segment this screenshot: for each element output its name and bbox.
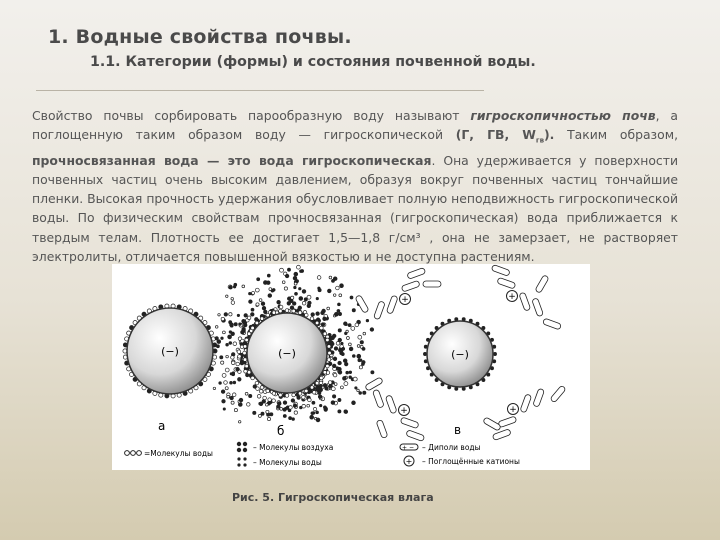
body-paragraph [32, 106, 678, 266]
heading: 1. Водные свойства почвы. [48, 26, 352, 48]
term-hygroscopicity: гигроскопичностью почв [470, 108, 656, 123]
label-a: а [158, 419, 166, 433]
symbols-end: ). [544, 127, 555, 143]
legend-middle [237, 442, 334, 467]
label-v: в [454, 423, 462, 437]
svg-text:+: + [401, 295, 409, 305]
svg-text:+: + [508, 292, 516, 302]
text-part: . Она удерживается у поверхности почвенных частиц очень высоким давлением, образуя вокруг почвенных частиц тончайшие пленки. Высокая прочность удержания обусловливает полную неподвижность гигроскопической воды. По физическим свойствам прочносвязанная (гигроскопическая) вода приближается к твердым телам. Плотность ее достигает 1,5—1,8 г/см³ , она не замерзает, не растворяет электролиты, отличается повышенной вязкостью и не доступна растениям. [32, 152, 678, 264]
charge-v: (−) [451, 348, 469, 361]
figure-drawing [112, 264, 590, 470]
legend-water-left [125, 449, 213, 458]
symbols [455, 127, 555, 145]
svg-text:+: + [509, 405, 517, 415]
divider [36, 90, 484, 91]
legend-water-left-text: =Молекулы воды [144, 449, 213, 458]
legend-cations-text: – Поглощённые катионы [422, 457, 520, 466]
charge-a: (−) [161, 345, 179, 358]
svg-text:+ −: + − [402, 444, 414, 452]
svg-text:+: + [405, 457, 413, 466]
text-part: Таким образом, [554, 127, 679, 143]
legend-water-text: – Молекулы воды [253, 458, 322, 467]
text-part: , а поглощенную таким образом воду — гигроскопической [32, 108, 678, 143]
subheading: 1.1. Категории (формы) и состояния почвенной воды. [90, 54, 536, 70]
symbols-subscript: гв [535, 136, 545, 145]
svg-text:+: + [400, 406, 408, 416]
figure-caption: Рис. 5. Гигроскопическая влага [232, 491, 434, 504]
charge-b: (−) [278, 347, 296, 360]
legend-air-text: – Молекулы воздуха [253, 443, 334, 452]
legend-dipoles-text: – Диполи воды [422, 443, 481, 452]
symbols-text: (Г, ГВ, W [455, 127, 536, 143]
term-bound-water: прочносвязанная вода — это вода гигроскопическая [32, 152, 432, 168]
hygroscopic-water-figure [112, 264, 590, 470]
legend-right [400, 443, 520, 466]
text-part: Свойство почвы сорбировать парообразную воду называют [32, 108, 471, 123]
label-b: б [277, 424, 285, 438]
